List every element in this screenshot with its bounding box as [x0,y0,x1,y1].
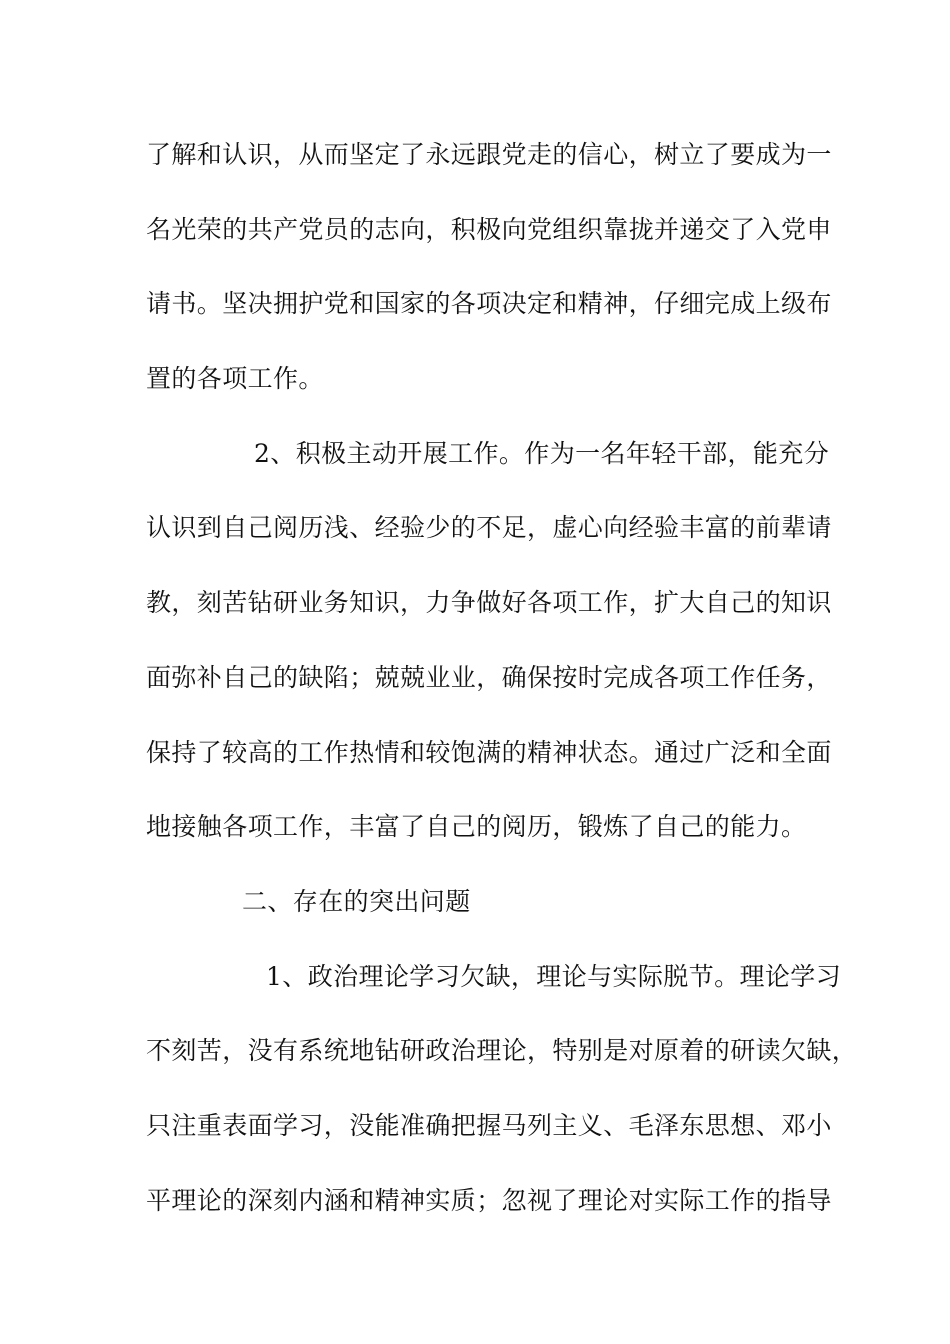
text-line: 置的各项工作。 [146,364,324,394]
paragraph-start-line: 2、积极主动开展工作。作为一名年轻干部，能充分 [254,438,830,468]
text-line: 请书。坚决拥护党和国家的各项决定和精神，仔细完成上级布 [146,289,832,319]
text-line: 认识到自己阅历浅、经验少的不足，虚心向经验丰富的前辈请 [146,513,832,543]
text-line: 只注重表面学习，没能准确把握马列主义、毛泽东思想、邓小 [146,1110,832,1140]
text-line: 不刻苦，没有系统地钻研政治理论，特别是对原着的研读欠缺， [146,1036,858,1066]
text-line: 面弥补自己的缺陷；兢兢业业，确保按时完成各项工作任务， [146,662,832,692]
text-line: 地接触各项工作，丰富了自己的阅历，锻炼了自己的能力。 [146,812,807,842]
paragraph-start-line: 1、政治理论学习欠缺，理论与实际脱节。理论学习 [266,961,842,991]
section-heading: 二、存在的突出问题 [242,886,471,916]
text-line: 教，刻苦钻研业务知识，力争做好各项工作，扩大自己的知识 [146,588,832,618]
text-line: 了解和认识，从而坚定了永远跟党走的信心，树立了要成为一 [146,140,832,169]
text-line: 保持了较高的工作热情和较饱满的精神状态。通过广泛和全面 [146,737,832,767]
text-line: 名光荣的共产党员的志向，积极向党组织靠拢并递交了入党申 [146,214,832,244]
document-body [146,118,858,1238]
text-line: 平理论的深刻内涵和精神实质；忽视了理论对实际工作的指导 [146,1185,832,1215]
